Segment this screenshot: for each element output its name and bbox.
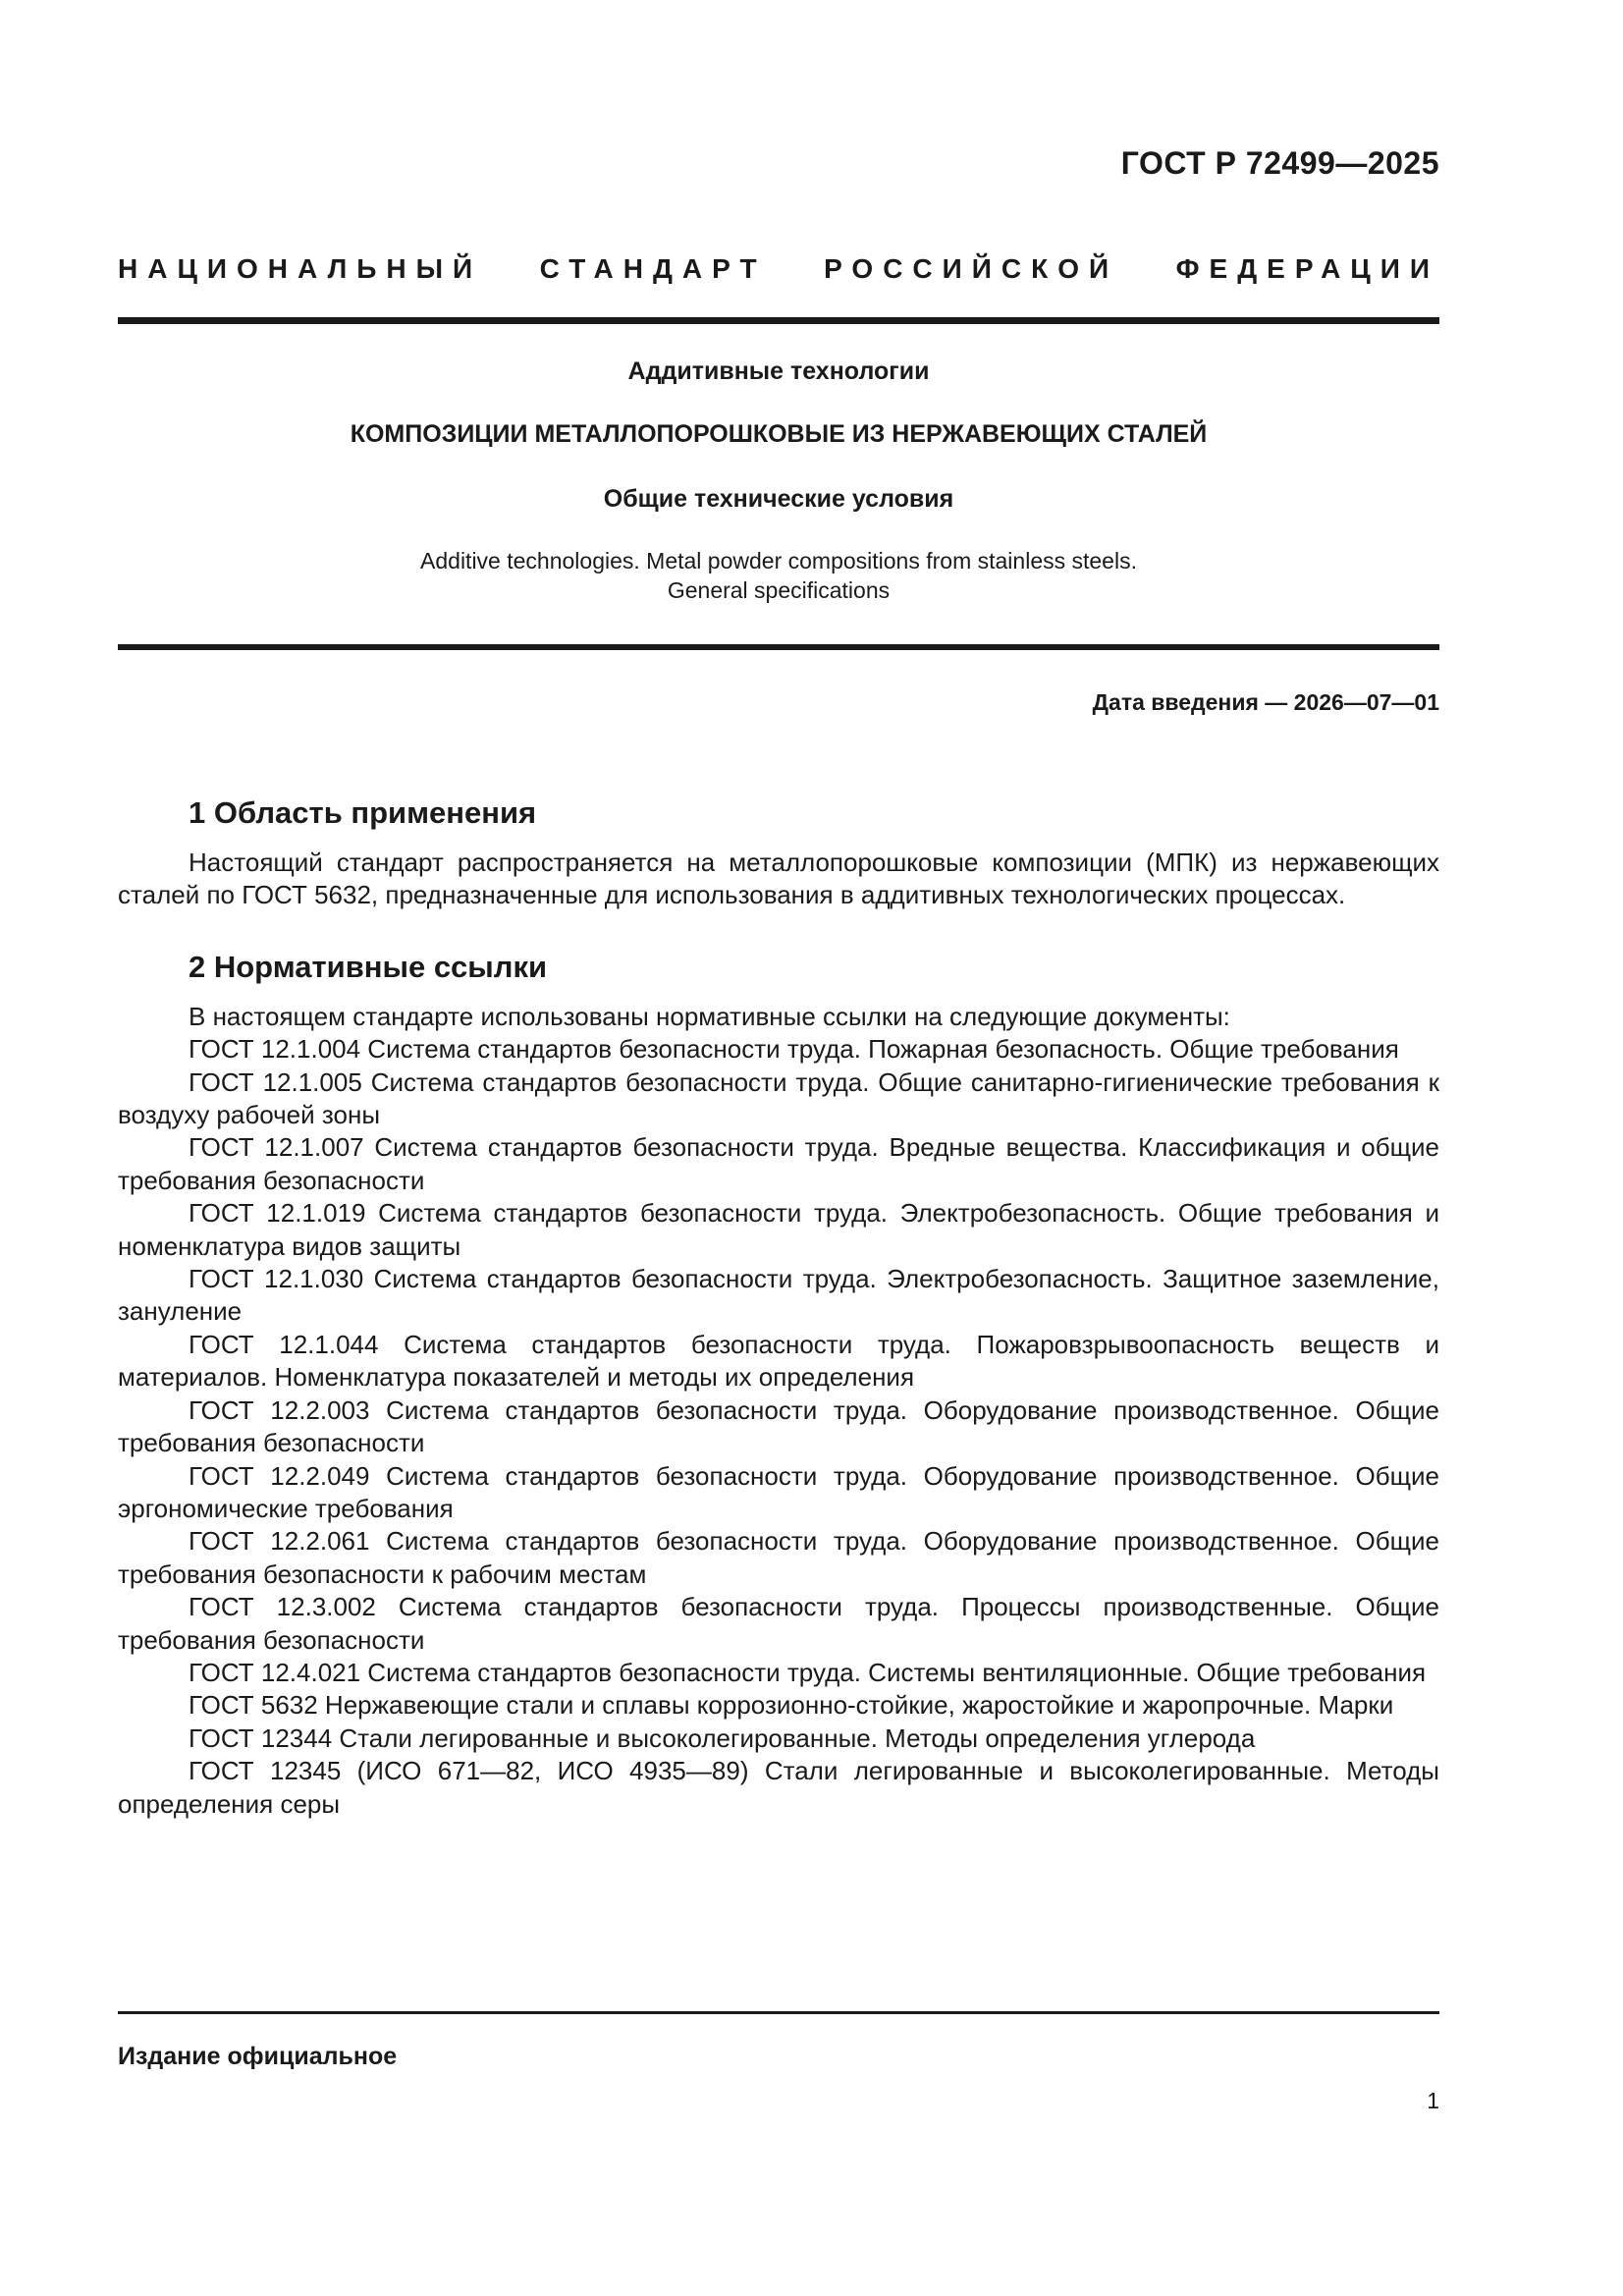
section-1-heading: 1 Область применения xyxy=(189,795,537,830)
reference-item: ГОСТ 12345 (ИСО 671—82, ИСО 4935—89) Стали легированные и высоколегированные. Методы определения серы xyxy=(118,1756,1439,1819)
reference-item: ГОСТ 12.1.019 Система стандартов безопасности труда. Электробезопасность. Общие требования и номенклатура видов защиты xyxy=(118,1198,1439,1261)
document-body xyxy=(118,793,1439,1821)
reference-item: ГОСТ 12.2.003 Система стандартов безопасности труда. Оборудование производственное. Общие требования безопасности xyxy=(118,1394,1439,1458)
reference-item: ГОСТ 12.1.005 Система стандартов безопасности труда. Общие санитарно-гигиенические требования к воздуху рабочей зоны xyxy=(118,1066,1439,1130)
english-title-line-2: General specifications xyxy=(667,577,891,603)
reference-item: ГОСТ 12.2.061 Система стандартов безопасности труда. Оборудование производственное. Общие требования безопасности к рабочим местам xyxy=(118,1526,1439,1589)
document-title: КОМПОЗИЦИИ МЕТАЛЛОПОРОШКОВЫЕ ИЗ НЕРЖАВЕЮЩИХ СТАЛЕЙ xyxy=(350,420,1208,448)
footer-divider xyxy=(118,2011,1439,2014)
section-2-intro: В настоящем стандарте использованы нормативные ссылки на следующие документы: xyxy=(189,1001,1230,1031)
reference-item: ГОСТ 12344 Стали легированные и высоколегированные. Методы определения углерода xyxy=(189,1722,1256,1753)
reference-item: ГОСТ 12.1.044 Система стандартов безопасности труда. Пожаровзрывоопасность веществ и материалов. Номенклатура показателей и методы их определения xyxy=(118,1329,1439,1393)
standard-code: ГОСТ Р 72499—2025 xyxy=(1120,145,1439,181)
title-divider xyxy=(118,644,1439,650)
national-standard-banner: НАЦИОНАЛЬНЫЙ СТАНДАРТ РОССИЙСКОЙ ФЕДЕРАЦИИ xyxy=(118,253,1439,284)
section-2-heading: 2 Нормативные ссылки xyxy=(189,949,548,984)
introduction-date: Дата введения — 2026—07—01 xyxy=(1092,689,1439,715)
reference-item: ГОСТ 12.2.049 Система стандартов безопасности труда. Оборудование производственное. Общие эргономические требования xyxy=(118,1460,1439,1523)
english-title-line-1: Additive technologies. Metal powder compositions from stainless steels. xyxy=(420,548,1137,574)
reference-item: ГОСТ 12.1.007 Система стандартов безопасности труда. Вредные вещества. Классификация и общие требования безопасности xyxy=(118,1132,1439,1195)
header-divider xyxy=(118,317,1439,324)
document-subtitle: Общие технические условия xyxy=(603,485,954,513)
edition-label: Издание официальное xyxy=(118,2043,398,2070)
reference-item: ГОСТ 12.3.002 Система стандартов безопасности труда. Процессы производственные. Общие требования безопасности xyxy=(118,1592,1439,1655)
reference-item: ГОСТ 12.4.021 Система стандартов безопасности труда. Системы вентиляционные. Общие требования xyxy=(189,1657,1427,1687)
document-category: Аддитивные технологии xyxy=(627,357,930,385)
reference-item: ГОСТ 12.1.004 Система стандартов безопасности труда. Пожарная безопасность. Общие требования xyxy=(189,1034,1399,1065)
section-1-text: Настоящий стандарт распространяется на металлопорошковые композиции (МПК) из нержавеющих сталей по ГОСТ 5632, предназначенные для использования в аддитивных технологических процессах. xyxy=(118,847,1439,910)
page-number: 1 xyxy=(1427,2088,1439,2113)
reference-item: ГОСТ 12.1.030 Система стандартов безопасности труда. Электробезопасность. Защитное заземление, зануление xyxy=(118,1264,1439,1327)
document-page xyxy=(118,0,1439,2296)
reference-item: ГОСТ 5632 Нержавеющие стали и сплавы коррозионно-стойкие, жаростойкие и жаропрочные. Марки xyxy=(189,1690,1394,1721)
